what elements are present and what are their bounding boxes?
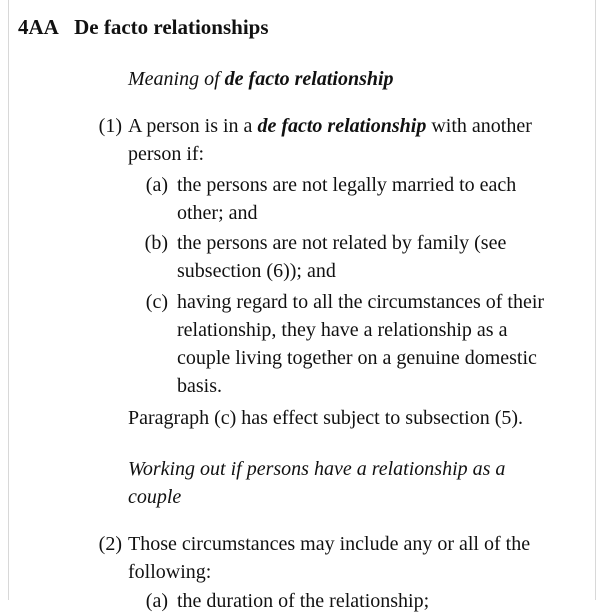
paragraph-b-line-2: subsection (6)); and bbox=[177, 260, 336, 282]
paragraph-c-line-1: having regard to all the circumstances of their bbox=[177, 291, 545, 313]
paragraph-a-line-1: the persons are not legally married to each bbox=[177, 174, 517, 196]
paragraph-c-line-3: couple living together on a genuine domestic bbox=[177, 347, 537, 369]
section-heading bbox=[18, 15, 269, 40]
subsection-1-line-1 bbox=[128, 115, 532, 138]
paragraph-b-line-1: the persons are not related by family (see bbox=[177, 232, 507, 254]
section-title: De facto relationships bbox=[74, 15, 269, 39]
subheading-term: de facto relationship bbox=[224, 68, 394, 90]
subsection-1-text-pre: A person is in a bbox=[128, 115, 258, 137]
subheading-meaning bbox=[128, 68, 394, 91]
paragraph-label-next-a: (a) bbox=[145, 590, 168, 612]
subsection-2-line-2: following: bbox=[128, 561, 212, 583]
defined-term: de facto relationship bbox=[257, 115, 427, 137]
paragraph-c-line-2: relationship, they have a relationship as a bbox=[177, 319, 508, 341]
section-number: 4AA bbox=[18, 15, 59, 39]
paragraph-label-a: (a) bbox=[145, 174, 168, 196]
paragraph-a-line-2: other; and bbox=[177, 202, 258, 224]
subsection-1-line-2: person if: bbox=[128, 143, 205, 165]
paragraph-label-b: (b) bbox=[144, 232, 168, 254]
subheading-prefix: Meaning of bbox=[128, 68, 225, 90]
subsection-label-2: (2) bbox=[98, 533, 122, 555]
paragraph-label-c: (c) bbox=[145, 291, 168, 313]
note-text: Paragraph (c) has effect subject to subsection (5). bbox=[128, 407, 524, 429]
subsection-2-line-1: Those circumstances may include any or all of the bbox=[128, 533, 531, 555]
subheading-working-out-line-2: couple bbox=[128, 486, 182, 508]
paragraph-next-a-text: the duration of the relationship; bbox=[177, 590, 430, 612]
paragraph-c-line-4: basis. bbox=[177, 375, 222, 397]
subsection-1-text-post: with another bbox=[426, 115, 532, 137]
subheading-working-out-line-1: Working out if persons have a relationship as a bbox=[128, 458, 506, 480]
subsection-label-1: (1) bbox=[98, 115, 122, 137]
